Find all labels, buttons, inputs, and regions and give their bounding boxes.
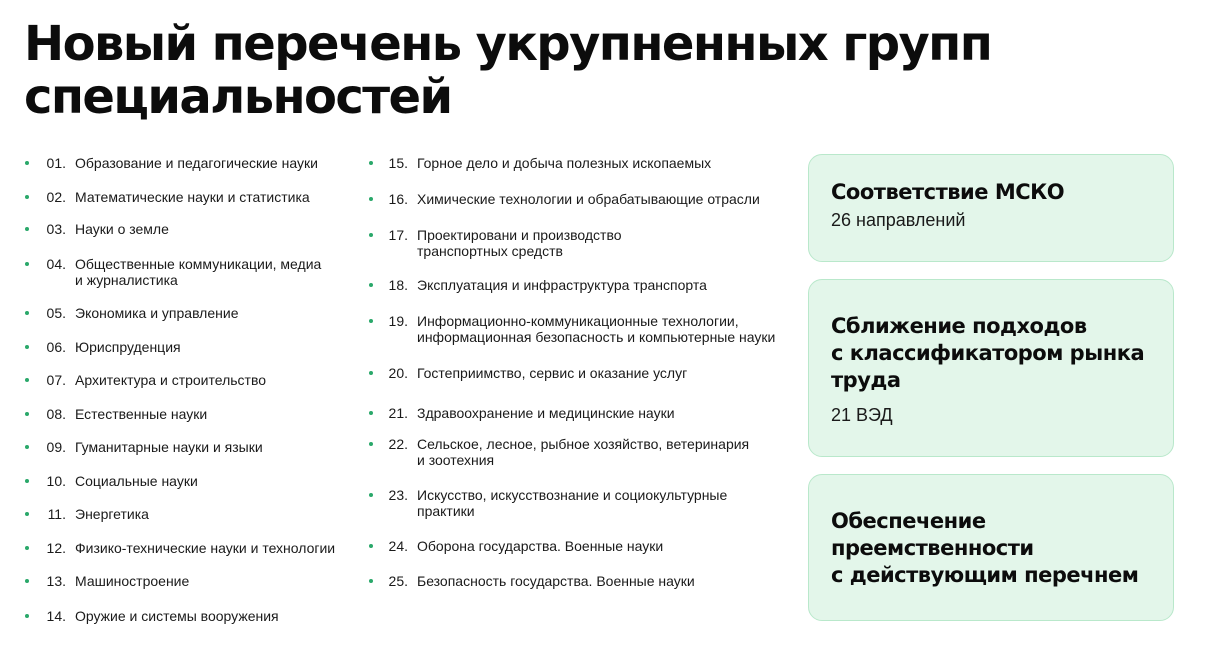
item-text: Сельское, лесное, рыбное хозяйство, ветеринария и зоотехния: [417, 436, 750, 468]
item-text: Юриспруденция: [75, 339, 181, 355]
item-number: 03.: [46, 221, 66, 237]
item-text: Образование и педагогические науки: [75, 155, 318, 171]
item-text: Проектировани и производство транспортных средств: [417, 227, 622, 259]
card-subtitle: 21 ВЭД: [831, 405, 893, 425]
item-number: 02.: [46, 189, 66, 205]
item-number: 11.: [47, 506, 66, 522]
card-title: Сближение подходов с классификатором рынка труда: [831, 314, 1145, 392]
item-number: 12.: [46, 540, 66, 556]
item-number: 25.: [388, 573, 408, 589]
item-number: 09.: [46, 439, 66, 455]
item-number: 15.: [388, 155, 408, 171]
item-text: Оборона государства. Военные науки: [417, 538, 664, 554]
item-text: Экономика и управление: [75, 305, 239, 321]
item-number: 22.: [388, 436, 408, 452]
item-text: Гостеприимство, сервис и оказание услуг: [417, 365, 688, 381]
item-text: Оружие и системы вооружения: [75, 608, 279, 624]
item-number: 21.: [388, 405, 408, 421]
item-number: 19.: [388, 313, 408, 329]
card-labor-market: [808, 279, 1174, 457]
item-text: Социальные науки: [75, 473, 198, 489]
item-number: 04.: [46, 256, 66, 272]
item-number: 14.: [46, 608, 66, 624]
item-number: 08.: [46, 406, 66, 422]
card-title: Соответствие МСКО: [831, 180, 1065, 204]
card-continuity: [808, 474, 1174, 621]
item-text: Эксплуатация и инфраструктура транспорта: [417, 277, 707, 293]
item-text: Энергетика: [75, 506, 149, 522]
page-title: Новый перечень укрупненных групп специальностей: [24, 16, 992, 125]
item-number: 05.: [46, 305, 66, 321]
item-text: Химические технологии и обрабатывающие отрасли: [417, 191, 760, 207]
item-text: Естественные науки: [75, 406, 208, 422]
item-number: 24.: [388, 538, 408, 554]
item-text: Математические науки и статистика: [75, 189, 310, 205]
item-number: 18.: [388, 277, 408, 293]
item-number: 10.: [46, 473, 66, 489]
item-text: Информационно-коммуникационные технологии, информационная безопасность и компьютерные науки: [417, 313, 776, 345]
item-text: Безопасность государства. Военные науки: [417, 573, 695, 589]
card-isced: [808, 154, 1174, 262]
item-number: 23.: [388, 487, 408, 503]
item-text: Общественные коммуникации, медиа и журналистика: [75, 256, 322, 288]
item-number: 06.: [46, 339, 66, 355]
item-text: Гуманитарные науки и языки: [75, 439, 263, 455]
item-number: 07.: [46, 372, 66, 388]
item-number: 16.: [388, 191, 408, 207]
item-number: 20.: [388, 365, 408, 381]
card-title: Обеспечение преемственности с действующим перечнем: [831, 509, 1139, 587]
item-text: Искусство, искусствознание и социокультурные практики: [417, 487, 728, 519]
item-number: 13.: [46, 573, 66, 589]
item-text: Науки о земле: [75, 221, 169, 237]
item-text: Машиностроение: [75, 573, 190, 589]
item-number: 01.: [46, 155, 66, 171]
item-text: Архитектура и строительство: [75, 372, 267, 388]
item-text: Физико-технические науки и технологии: [75, 540, 336, 556]
item-number: 17.: [388, 227, 408, 243]
item-text: Здравоохранение и медицинские науки: [417, 405, 675, 421]
item-text: Горное дело и добыча полезных ископаемых: [417, 155, 712, 171]
card-subtitle: 26 направлений: [831, 210, 966, 230]
